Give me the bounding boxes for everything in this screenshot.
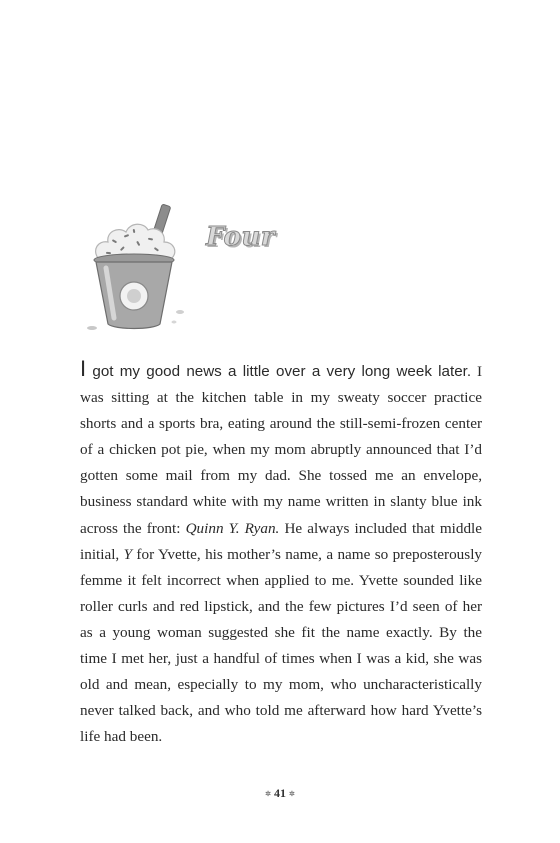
paragraph-text-1: I was sitting at the kitchen table in my sweaty soccer practice shorts and a sports bra, eating around the still-semi-frozen center of a chicken pot pie, when my mom abruptly announced that I’d gotten some mail from my dad. She tossed me an envelope, business standard white with my name written in slanty blue ink across the front: bbox=[80, 363, 483, 537]
paragraph-text-2: He always included that middle initial, bbox=[80, 519, 483, 563]
paragraph-text-3: for Yvette, his mother’s name, a name so preposterously femme it felt incorrect when applied to me. Yvette sounded like roller curls and red lipstick, and the few pictures I’d seen of her as a young woman suggested she fit the name exactly. By the time I met her, just a handful of times when I was a kid, she was old and mean, especially to my mom, who uncharacteristically never talked back, and who told me afterward how hard Yvette’s life had been. bbox=[80, 545, 483, 746]
middle-initial: Y bbox=[123, 545, 133, 563]
ornament-left-icon: ✲ bbox=[265, 790, 271, 799]
chapter-title: Four bbox=[206, 222, 275, 252]
addressee-name: Quinn Y. Ryan. bbox=[185, 519, 280, 537]
drop-cap: I bbox=[80, 356, 87, 381]
milkshake-cup-icon bbox=[84, 200, 188, 340]
lead-in-text: got my good news a little over a very long week later. bbox=[86, 363, 472, 380]
ornament-right-icon: ✲ bbox=[289, 790, 295, 799]
page-number: 41 bbox=[274, 786, 286, 800]
body-paragraph bbox=[80, 358, 482, 750]
page-number-footer bbox=[0, 786, 560, 801]
